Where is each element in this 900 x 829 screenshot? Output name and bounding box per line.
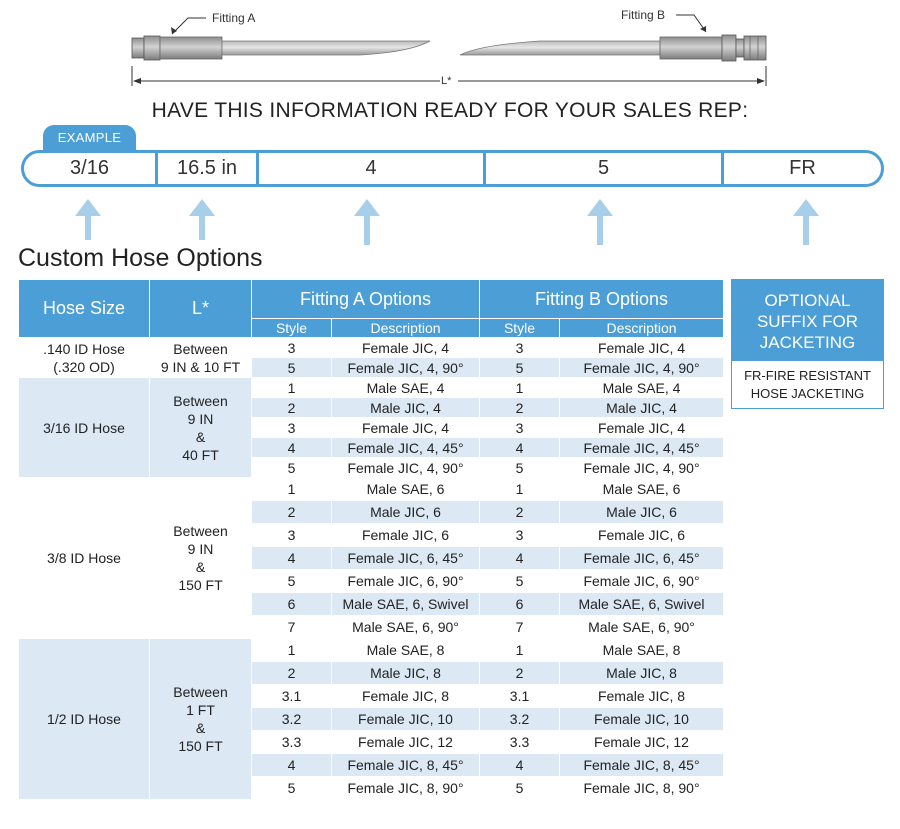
- hose-size-cell: 3/8 ID Hose: [19, 478, 150, 639]
- fitting-a-description: Male SAE, 6, Swivel: [332, 593, 480, 616]
- fitting-a-style: 1: [252, 378, 332, 398]
- fitting-b-description: Female JIC, 4: [560, 338, 724, 358]
- hose-right-end: [460, 35, 766, 61]
- fitting-a-style: 3.1: [252, 685, 332, 708]
- fitting-b-style: 1: [480, 639, 560, 662]
- fitting-b-style: 3: [480, 338, 560, 358]
- suffix-description: FR-FIRE RESISTANT HOSE JACKETING: [744, 368, 871, 401]
- fitting-a-description: Female JIC, 6: [332, 524, 480, 547]
- length-range-cell: Between 9 IN & 40 FT: [150, 378, 252, 478]
- fitting-b-description: Female JIC, 8: [560, 685, 724, 708]
- fitting-b-description: Male SAE, 6: [560, 478, 724, 501]
- hose-size-cell: .140 ID Hose (.320 OD): [19, 338, 150, 378]
- example-fitting-a: 4: [365, 157, 377, 179]
- fitting-b-style: 2: [480, 662, 560, 685]
- fitting-a-description: Male JIC, 4: [332, 398, 480, 418]
- fitting-b-style: 3: [480, 418, 560, 438]
- fitting-b-description: Female JIC, 6: [560, 524, 724, 547]
- fitting-b-description: Female JIC, 10: [560, 708, 724, 731]
- fitting-a-style: 6: [252, 593, 332, 616]
- fitting-a-style: 5: [252, 358, 332, 378]
- fitting-b-style: 5: [480, 458, 560, 478]
- fitting-b-style: 2: [480, 398, 560, 418]
- header-a-style: Style: [252, 319, 332, 338]
- hose-size-cell: 3/16 ID Hose: [19, 378, 150, 478]
- fitting-b-description: Female JIC, 8, 45°: [560, 754, 724, 777]
- fitting-a-description: Female JIC, 12: [332, 731, 480, 754]
- header-fitting-b: Fitting B Options: [480, 280, 724, 319]
- header-fitting-a: Fitting A Options: [252, 280, 480, 319]
- fitting-b-description: Male SAE, 6, 90°: [560, 616, 724, 639]
- arrow-up-icon: [189, 199, 215, 240]
- fitting-a-style: 2: [252, 398, 332, 418]
- fitting-a-description: Male JIC, 8: [332, 662, 480, 685]
- fitting-a-style: 5: [252, 777, 332, 800]
- suffix-title: OPTIONAL SUFFIX FOR JACKETING: [732, 280, 883, 361]
- length-range-cell: Between 9 IN & 10 FT: [150, 338, 252, 378]
- fitting-b-description: Male JIC, 4: [560, 398, 724, 418]
- fitting-a-style: 2: [252, 501, 332, 524]
- header-b-description: Description: [560, 319, 724, 338]
- page-headline: HAVE THIS INFORMATION READY FOR YOUR SALES REP:: [151, 99, 749, 122]
- fitting-a-description: Male SAE, 6: [332, 478, 480, 501]
- fitting-b-description: Male SAE, 4: [560, 378, 724, 398]
- fitting-a-style: 5: [252, 570, 332, 593]
- header-length: L*: [150, 280, 252, 338]
- table-row: [19, 338, 724, 358]
- fitting-a-style: 3.3: [252, 731, 332, 754]
- fitting-b-style: 5: [480, 570, 560, 593]
- table-row: [19, 639, 724, 662]
- arrow-up-icon: [793, 199, 819, 245]
- pointer-arrows: [75, 199, 819, 245]
- fitting-a-description: Female JIC, 4, 45°: [332, 438, 480, 458]
- section-title: Custom Hose Options: [18, 244, 263, 272]
- fitting-b-description: Female JIC, 6, 90°: [560, 570, 724, 593]
- fitting-a-style: 4: [252, 754, 332, 777]
- fitting-a-description: Female JIC, 8: [332, 685, 480, 708]
- fitting-a-leader: [172, 18, 206, 34]
- fitting-a-description: Male JIC, 6: [332, 501, 480, 524]
- example-fitting-b: 5: [597, 157, 610, 179]
- fitting-a-description: Female JIC, 4, 90°: [332, 358, 480, 378]
- example-length: 16.5 in: [176, 157, 238, 179]
- fitting-a-description: Female JIC, 4: [332, 338, 480, 358]
- fitting-a-label: Fitting A: [212, 11, 256, 25]
- fitting-a-description: Female JIC, 8, 90°: [332, 777, 480, 800]
- fitting-a-style: 3.2: [252, 708, 332, 731]
- fitting-a-style: 5: [252, 458, 332, 478]
- fitting-b-style: 3.2: [480, 708, 560, 731]
- hose-left-end: [132, 36, 430, 60]
- fitting-b-description: Female JIC, 4: [560, 418, 724, 438]
- fitting-b-description: Male SAE, 6, Swivel: [560, 593, 724, 616]
- fitting-a-style: 4: [252, 547, 332, 570]
- length-range-cell: Between 1 FT & 150 FT: [150, 639, 252, 800]
- header-a-description: Description: [332, 319, 480, 338]
- example-bar: [21, 150, 884, 187]
- arrow-up-icon: [587, 199, 613, 245]
- header-hose-size: Hose Size: [19, 280, 150, 338]
- header-b-style: Style: [480, 319, 560, 338]
- fitting-a-description: Female JIC, 10: [332, 708, 480, 731]
- length-range-cell: Between 9 IN & 150 FT: [150, 478, 252, 639]
- fitting-a-style: 1: [252, 478, 332, 501]
- fitting-a-description: Female JIC, 4, 90°: [332, 458, 480, 478]
- fitting-a-description: Female JIC, 6, 90°: [332, 570, 480, 593]
- example-size: 3/16: [70, 157, 109, 179]
- fitting-a-style: 2: [252, 662, 332, 685]
- fitting-b-description: Male JIC, 6: [560, 501, 724, 524]
- fitting-b-description: Male SAE, 8: [560, 639, 724, 662]
- fitting-b-style: 1: [480, 478, 560, 501]
- fitting-a-description: Female JIC, 4: [332, 418, 480, 438]
- fitting-a-style: 4: [252, 438, 332, 458]
- table-row: [19, 478, 724, 501]
- fitting-b-style: 5: [480, 777, 560, 800]
- example-suffix: FR: [789, 157, 816, 179]
- fitting-a-style: 3: [252, 418, 332, 438]
- fitting-a-description: Male SAE, 8: [332, 639, 480, 662]
- fitting-b-style: 1: [480, 378, 560, 398]
- fitting-b-style: 3.3: [480, 731, 560, 754]
- fitting-a-description: Male SAE, 6, 90°: [332, 616, 480, 639]
- hose-options-table: [18, 279, 724, 800]
- fitting-b-description: Female JIC, 6, 45°: [560, 547, 724, 570]
- fitting-a-description: Female JIC, 8, 45°: [332, 754, 480, 777]
- fitting-a-style: 3: [252, 524, 332, 547]
- fitting-b-style: 4: [480, 754, 560, 777]
- fitting-b-label: Fitting B: [621, 8, 666, 22]
- fitting-b-style: 3.1: [480, 685, 560, 708]
- fitting-b-description: Female JIC, 4, 45°: [560, 438, 724, 458]
- fitting-a-description: Female JIC, 6, 45°: [332, 547, 480, 570]
- fitting-b-style: 4: [480, 438, 560, 458]
- fitting-b-description: Female JIC, 12: [560, 731, 724, 754]
- fitting-b-description: Female JIC, 4, 90°: [560, 358, 724, 378]
- fitting-b-style: 5: [480, 358, 560, 378]
- fitting-b-style: 6: [480, 593, 560, 616]
- suffix-box: [731, 279, 884, 409]
- fitting-b-description: Female JIC, 8, 90°: [560, 777, 724, 800]
- table-row: [19, 378, 724, 398]
- fitting-b-description: Male JIC, 8: [560, 662, 724, 685]
- fitting-a-style: 7: [252, 616, 332, 639]
- fitting-b-style: 7: [480, 616, 560, 639]
- arrow-up-icon: [75, 199, 101, 240]
- fitting-a-style: 1: [252, 639, 332, 662]
- fitting-b-style: 3: [480, 524, 560, 547]
- fitting-b-style: 4: [480, 547, 560, 570]
- example-tag: EXAMPLE: [43, 125, 136, 151]
- fitting-b-style: 2: [480, 501, 560, 524]
- length-label: L*: [441, 75, 452, 87]
- fitting-a-style: 3: [252, 338, 332, 358]
- hose-size-cell: 1/2 ID Hose: [19, 639, 150, 800]
- arrow-up-icon: [354, 199, 380, 245]
- fitting-b-description: Female JIC, 4, 90°: [560, 458, 724, 478]
- fitting-a-description: Male SAE, 4: [332, 378, 480, 398]
